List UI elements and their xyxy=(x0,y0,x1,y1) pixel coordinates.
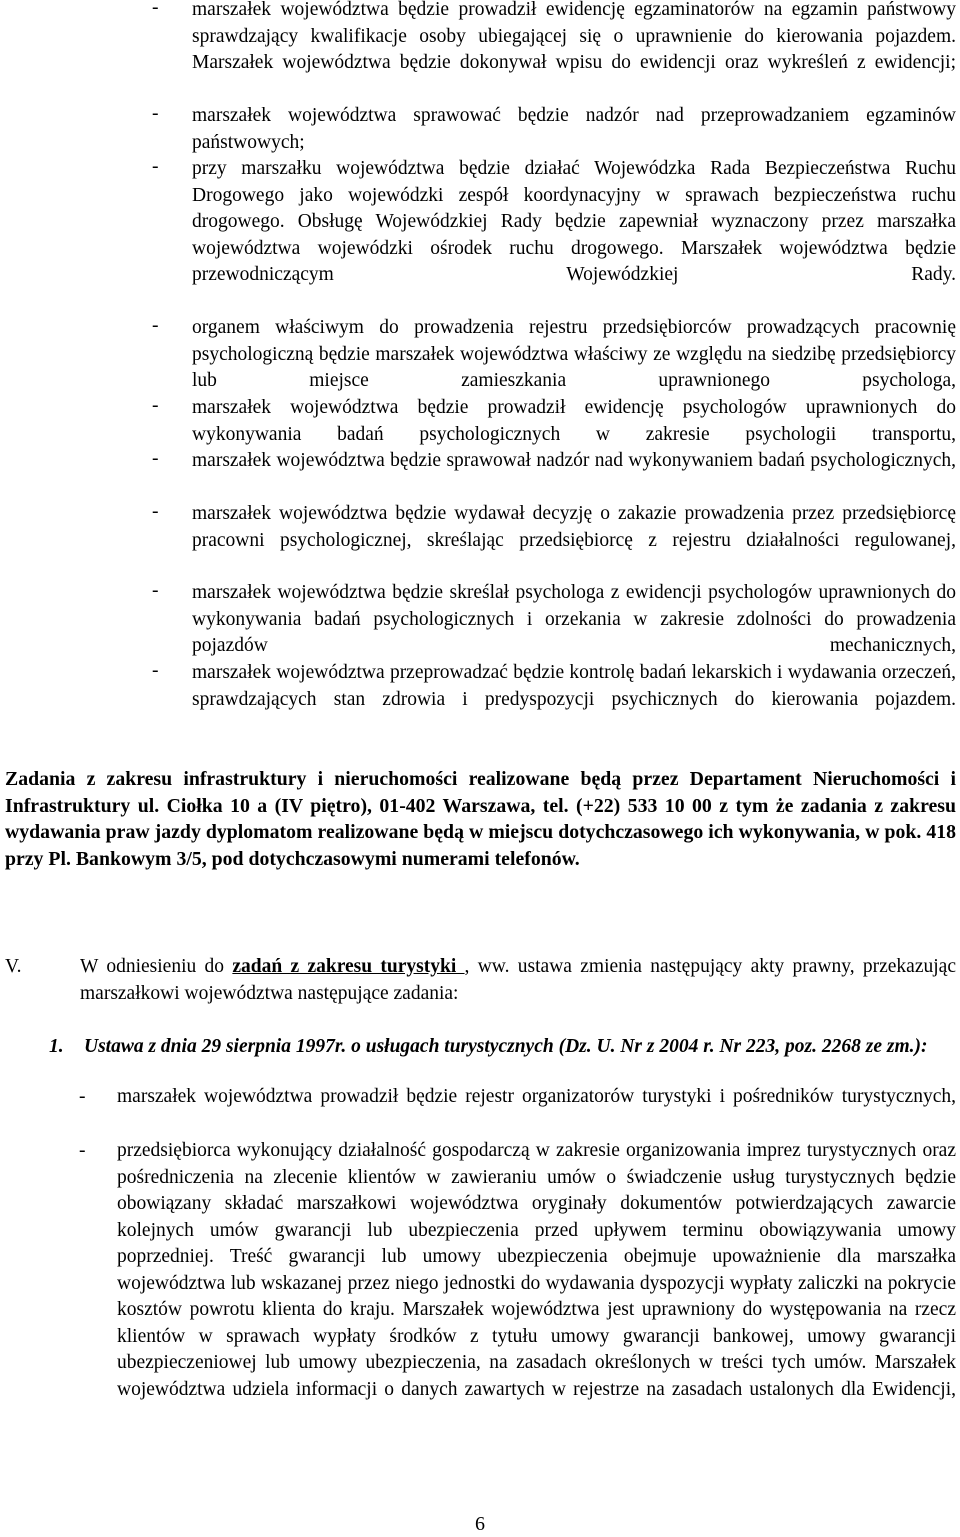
list-item-text: marszałek województwa przeprowadzać będzie kontrolę badań lekarskich i wydawania orzeczeń, sprawdzających stan zdrowia i predyspozycji psychicznych do kierowania pojazdem. xyxy=(192,662,956,710)
list-item-text: marszałek województwa będzie skreślał psychologa z ewidencji psychologów uprawnionych do wykonywania badań psychologicznych i orzekania w zakresie zdolności do prowadzenia pojazdów mechanicznych, xyxy=(192,582,956,656)
list-dash: - xyxy=(152,395,159,416)
list-dash: - xyxy=(152,501,159,522)
section-intro xyxy=(80,954,956,1007)
law-title: Ustawa z dnia 29 sierpnia 1997r. o usługach turystycznych (Dz. U. Nr z 2004 r. Nr 223, poz. 2268 ze zm.): xyxy=(84,1036,928,1057)
list-dash: - xyxy=(152,156,159,177)
list-dash: - xyxy=(152,315,159,336)
list-dash: - xyxy=(152,448,159,469)
list-item-text: marszałek województwa będzie prowadził ewidencję psychologów uprawnionych do wykonywania badań psychologicznych w zakresie psychologii transportu, xyxy=(192,397,956,445)
law-number: 1. xyxy=(49,1036,64,1057)
list-dash: - xyxy=(152,580,159,601)
list-item-text: marszałek województwa będzie sprawował nadzór nad wykonywaniem badań psychologicznych, xyxy=(192,450,956,471)
list-dash: - xyxy=(79,1140,86,1161)
list-dash: - xyxy=(79,1086,86,1107)
list-item-text: organem właściwym do prowadzenia rejestru przedsiębiorców prowadzących pracownię psychologiczną będzie marszałek województwa właściwy ze względu na siedzibę przedsiębiorcy lub miejsce zamieszkania uprawnionego psychologa, xyxy=(192,317,956,391)
list-item-text: marszałek województwa prowadził będzie rejestr organizatorów turystyki i pośredników turystycznych, xyxy=(117,1086,956,1107)
section-number: V. xyxy=(5,956,22,977)
list-dash: - xyxy=(152,660,159,681)
list-item-text: przy marszałku województwa będzie działać Wojewódzka Rada Bezpieczeństwa Ruchu Drogowego jako wojewódzki zespół koordynacyjny w sprawach bezpieczeństwa ruchu drogowego. Obsługę Wojewódzkiej Rady będzie zapewniał wyznaczony przez marszałka województwa wojewódzki ośrodek ruchu drogowego. Marszałek województwa będzie przewodniczącym Wojewódzkiej Rady. xyxy=(192,158,956,285)
list-item-text: przedsiębiorca wykonujący działalność gospodarczą w zakresie organizowania imprez turystycznych oraz pośredniczenia na zlecenie klientów w zawieraniu umów o świadczenie usług turystycznych będzie obowiązany składać marszałkowi województwa oryginały dokumentów potwierdzających zawarcie kolejnych umów gwarancji lub ubezpieczenia przed upływem terminu obowiązywania umowy poprzedniej. Treść gwarancji lub umowy ubezpieczenia obejmuje upoważnienie dla marszałka województwa lub wskazanej przez niego jednostki do wydawania dyspozycji wypłaty zaliczki na pokrycie kosztów powrotu klienta do kraju. Marszałek województwa jest uprawniony do występowania na rzecz klientów w sprawach wypłaty środków z tytułu umowy gwarancji bankowej, umowy gwarancji ubezpieczeniowej lub umowy ubezpieczenia, na zasadach określonych w treści tych umów. Marszałek województwa udziela informacji o danych zawartych w rejestrze na zasadach ustalonych dla Ewidencji, xyxy=(117,1140,956,1400)
page-number: 6 xyxy=(475,1513,485,1535)
list-item-text: marszałek województwa będzie wydawał decyzję o zakazie prowadzenia przez przedsiębiorcę pracowni psychologicznej, skreślając przedsiębiorcę z rejestru działalności regulowanej, xyxy=(192,503,956,551)
section-underlined-text: zadań z zakresu turystyki xyxy=(232,956,465,977)
section-text-after: , ww. ustawa zmienia następujący akty prawny, przekazując marszałkowi województwa następujące zadania: xyxy=(80,956,956,1004)
bold-paragraph: Zadania z zakresu infrastruktury i nieruchomości realizowane będą przez Departament Nieruchomości i Infrastruktury ul. Ciołka 10 a (IV piętro), 01-402 Warszawa, tel. (+22) 533 10 00 z tym że zadania z zakresu wydawania praw jazdy dyplomatom realizowane będą w miejscu dotychczasowego ich wykonywania, w pok. 418 przy Pl. Bankowym 3/5, pod dotychczasowymi numerami telefonów. xyxy=(5,768,956,870)
list-item-text: marszałek województwa będzie prowadził ewidencję egzaminatorów na egzamin państwowy sprawdzający kwalifikacje osoby ubiegającej się o uprawnienie do kierowania pojazdem. Marszałek województwa będzie dokonywał wpisu do ewidencji oraz wykreśleń z ewidencji; xyxy=(192,0,956,73)
list-dash: - xyxy=(152,103,159,124)
list-dash: - xyxy=(152,0,159,18)
list-item-text: marszałek województwa sprawować będzie nadzór nad przeprowadzaniem egzaminów państwowych; xyxy=(192,105,956,153)
section-text-before: W odniesieniu do xyxy=(80,956,233,977)
